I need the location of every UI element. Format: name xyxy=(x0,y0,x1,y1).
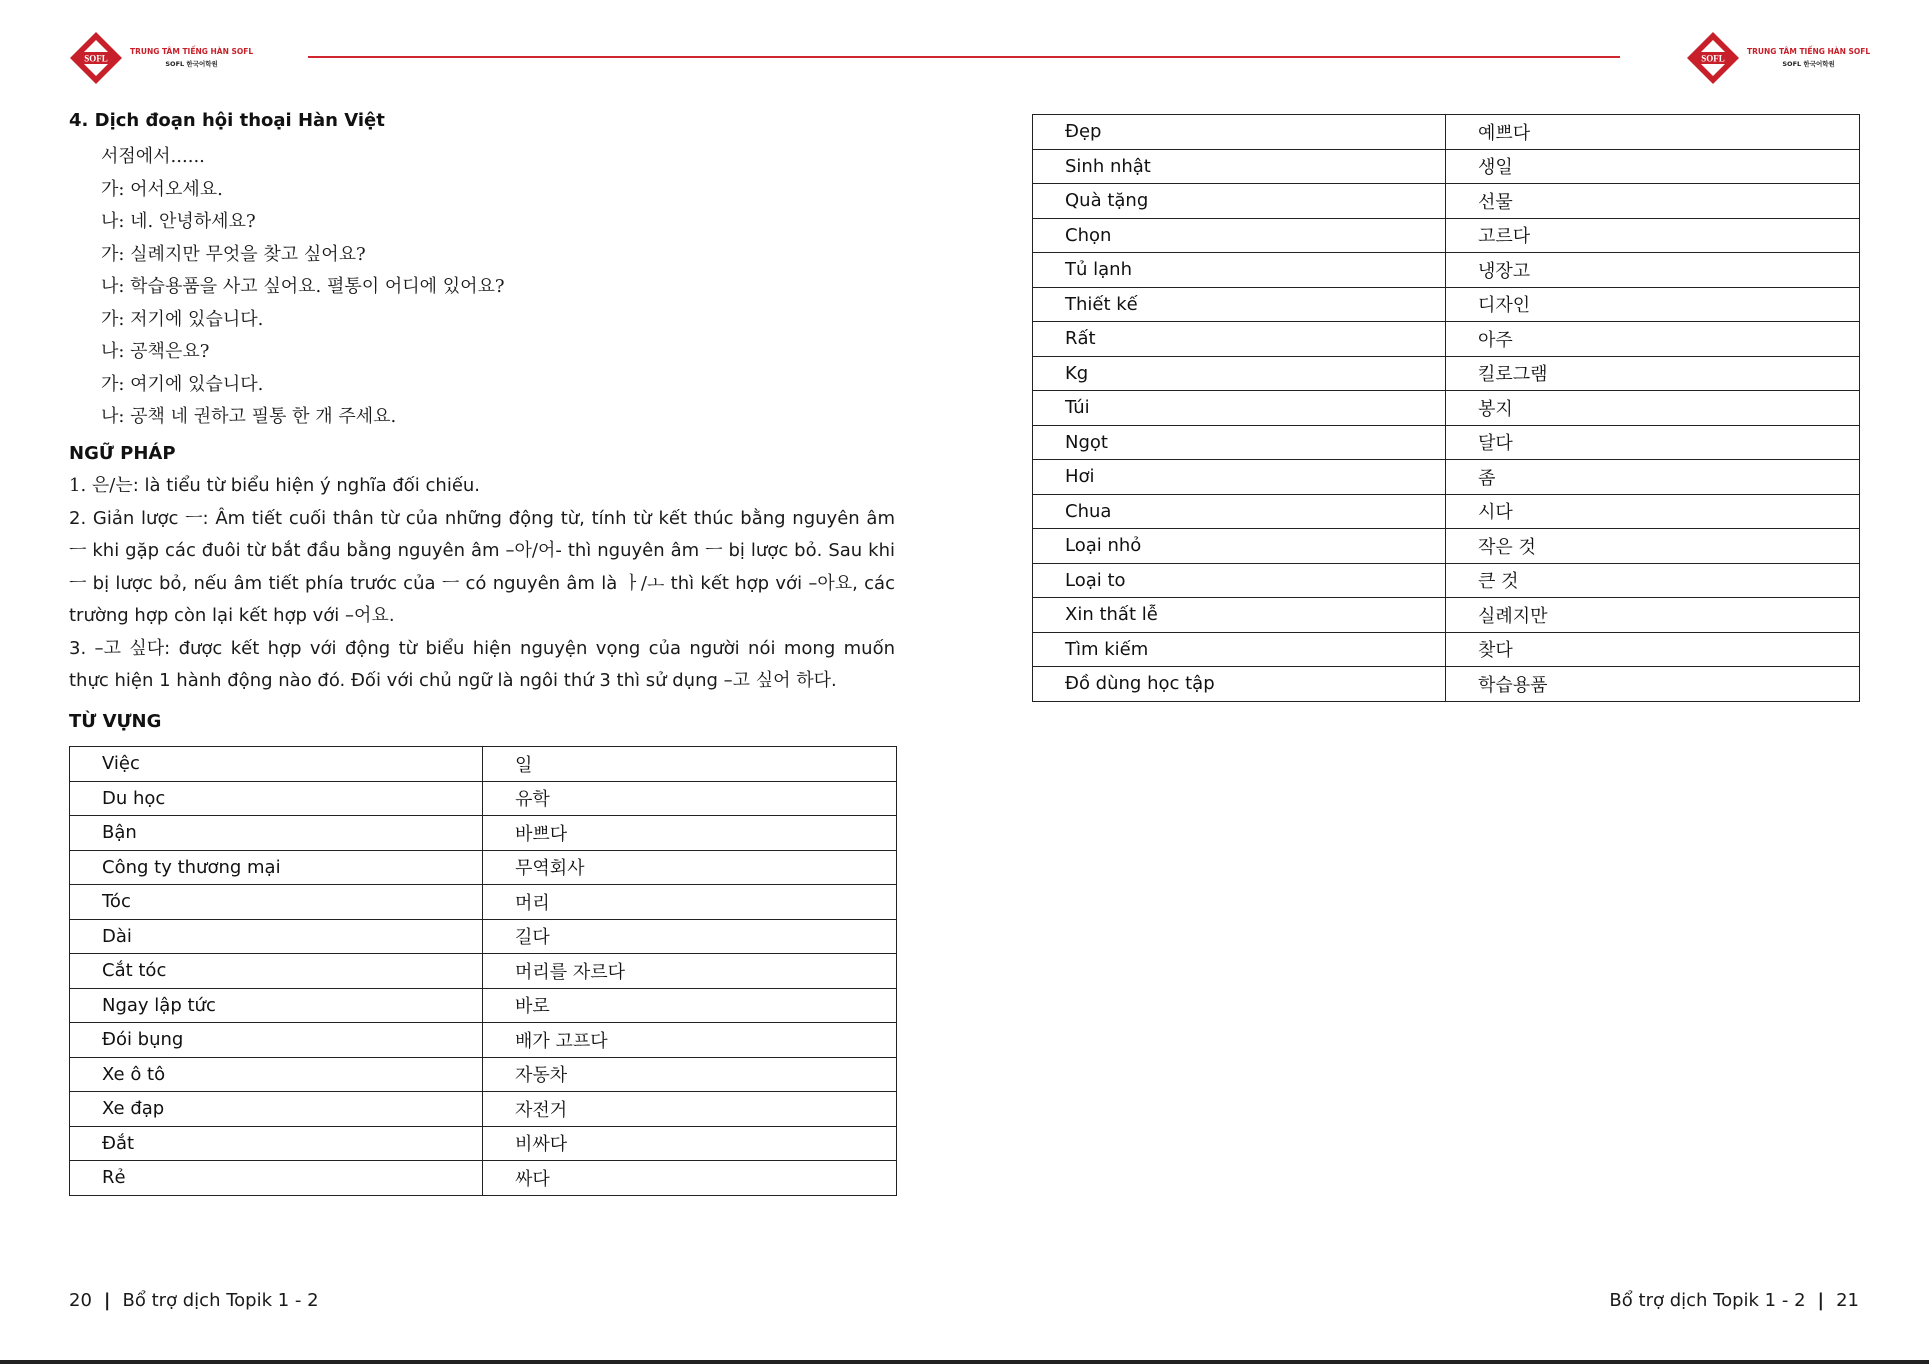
grammar-kr: 어요 xyxy=(354,605,389,626)
table-row xyxy=(70,1057,897,1092)
table-row xyxy=(70,954,897,989)
dialogue-heading: 4. Dịch đoạn hội thoại Hàn Việt xyxy=(69,110,385,131)
dialogue-line: 나: 네. 안녕하세요? xyxy=(101,211,256,232)
vocab-kr: 좀 xyxy=(1446,460,1860,495)
grammar-text: : được kết hợp với động từ biểu hiện nguyện vọng của người nói mong muốn thực hiện 1 hành động nào đó. Đối với chủ ngữ là ngôi thứ 3 thì sử dụng – xyxy=(69,637,895,691)
vocab-kr: 자동차 xyxy=(483,1057,897,1092)
grammar-kr: 아요 xyxy=(817,572,853,594)
sofl-logo-left xyxy=(68,30,253,86)
vocab-vi: Việc xyxy=(70,747,483,782)
footer-left xyxy=(69,1290,319,1311)
dialogue-line: 가: 어서오세요. xyxy=(101,178,223,200)
header-divider xyxy=(308,56,1620,58)
grammar-point-3 xyxy=(69,633,895,698)
vocab-vi: Chua xyxy=(1033,494,1446,529)
vocab-kr: 찾다 xyxy=(1446,632,1860,667)
grammar-kr: ㅡ xyxy=(705,540,723,561)
grammar-kr: 고 싶다 xyxy=(103,637,165,659)
vocab-table-left xyxy=(69,746,897,1196)
vocab-vi: Tìm kiếm xyxy=(1033,632,1446,667)
footer-right xyxy=(1609,1290,1859,1311)
vocab-table-right xyxy=(1032,114,1860,702)
vocab-vi: Ngay lập tức xyxy=(70,988,483,1023)
vocab-vi: Đói bụng xyxy=(70,1023,483,1058)
grammar-text: , các trường hợp còn lại kết hợp với – xyxy=(69,572,895,626)
vocab-vi: Quà tặng xyxy=(1033,184,1446,219)
vocab-vi: Tóc xyxy=(70,885,483,920)
grammar-text: có nguyên âm là xyxy=(459,572,624,594)
table-row xyxy=(70,816,897,851)
vocab-kr: 냉장고 xyxy=(1446,253,1860,288)
dialogue-line: 나: 학습용품을 사고 싶어요. 펼통이 어디에 있어요? xyxy=(101,276,505,297)
vocab-vi: Kg xyxy=(1033,356,1446,391)
vocab-vi: Xe ô tô xyxy=(70,1057,483,1092)
dialogue-line: 나: 공책 네 권하고 필통 한 개 주세요. xyxy=(101,406,397,427)
vocab-kr: 생일 xyxy=(1446,149,1860,184)
vocab-kr: 비싸다 xyxy=(483,1126,897,1161)
vocab-kr: 무역회사 xyxy=(483,850,897,885)
page-number: 20 xyxy=(69,1290,92,1311)
grammar-text: thì kết hợp với – xyxy=(664,572,818,594)
vocab-kr: 자전거 xyxy=(483,1092,897,1127)
dialogue-line: 나: 공책은요? xyxy=(101,341,210,362)
vocab-kr: 봉지 xyxy=(1446,391,1860,426)
table-row xyxy=(70,1092,897,1127)
table-row xyxy=(1033,149,1860,184)
table-row xyxy=(1033,287,1860,322)
vocab-kr: 작은 것 xyxy=(1446,529,1860,564)
vocab-kr: 바쁘다 xyxy=(483,816,897,851)
table-row xyxy=(1033,529,1860,564)
grammar-kr: ㅡ xyxy=(69,572,87,594)
table-row xyxy=(1033,322,1860,357)
vocab-kr: 달다 xyxy=(1446,425,1860,460)
vocab-vi: Công ty thương mại xyxy=(70,850,483,885)
table-row xyxy=(1033,598,1860,633)
brand-name: TRUNG TÂM TIẾNG HÀN SOFL xyxy=(1747,47,1871,56)
vocab-vi: Đẹp xyxy=(1033,115,1446,150)
dialogue-line: 가: 저기에 있습니다. xyxy=(101,308,264,330)
table-row xyxy=(1033,563,1860,598)
footer-separator: | xyxy=(1817,1290,1825,1311)
vocab-vi: Thiết kế xyxy=(1033,287,1446,322)
vocab-kr: 예쁘다 xyxy=(1446,115,1860,150)
grammar-text: . xyxy=(831,670,837,691)
table-row xyxy=(1033,184,1860,219)
vocab-kr: 실례지만 xyxy=(1446,598,1860,633)
grammar-heading: NGỮ PHÁP xyxy=(69,443,176,464)
vocab-heading: TỪ VỰNG xyxy=(69,711,162,732)
footer-separator: | xyxy=(103,1290,111,1311)
vocab-vi: Loại to xyxy=(1033,563,1446,598)
vocab-vi: Chọn xyxy=(1033,218,1446,253)
grammar-point-1 xyxy=(69,470,895,503)
brand-sub: SOFL 한국어학원 xyxy=(1782,60,1835,68)
sofl-emblem-icon xyxy=(1685,30,1741,86)
grammar-kr: 고 싶어 하다 xyxy=(732,670,832,691)
grammar-kr: 1. 은/는 xyxy=(69,475,133,496)
vocab-kr: 시다 xyxy=(1446,494,1860,529)
grammar-text: 3. – xyxy=(69,637,104,659)
table-row xyxy=(70,781,897,816)
grammar-text: bị lược bỏ. Sau khi xyxy=(722,540,895,561)
grammar-kr: ㅡ xyxy=(441,572,460,594)
book-title: Bổ trợ dịch Topik 1 - 2 xyxy=(1609,1290,1806,1311)
vocab-vi: Rẻ xyxy=(70,1161,483,1196)
grammar-text: bị lược bỏ, nếu âm tiết phía trước của xyxy=(86,572,442,594)
table-row xyxy=(70,919,897,954)
vocab-vi: Hơi xyxy=(1033,460,1446,495)
table-row xyxy=(70,850,897,885)
grammar-text: : là tiểu từ biểu hiện ý nghĩa đối chiếu. xyxy=(132,475,481,496)
table-row xyxy=(1033,391,1860,426)
vocab-vi: Xe đạp xyxy=(70,1092,483,1127)
vocab-kr: 선물 xyxy=(1446,184,1860,219)
grammar-text: : Âm tiết cuối thân từ của những động từ, tính từ kết thúc bằng nguyên âm xyxy=(202,507,896,529)
table-row xyxy=(1033,218,1860,253)
grammar-kr: ㅡ xyxy=(69,540,87,561)
vocab-kr: 머리를 자르다 xyxy=(483,954,897,989)
vocab-kr: 킬로그램 xyxy=(1446,356,1860,391)
table-row xyxy=(1033,253,1860,288)
dialogue-line: 가: 여기에 있습니다. xyxy=(101,373,264,395)
table-row xyxy=(70,885,897,920)
sofl-emblem-icon xyxy=(68,30,124,86)
table-row xyxy=(1033,356,1860,391)
table-row xyxy=(1033,425,1860,460)
vocab-kr: 큰 것 xyxy=(1446,563,1860,598)
table-row xyxy=(70,988,897,1023)
vocab-kr: 머리 xyxy=(483,885,897,920)
table-row xyxy=(1033,494,1860,529)
vocab-kr: 일 xyxy=(483,747,897,782)
vocab-vi: Tủ lạnh xyxy=(1033,253,1446,288)
brand-sub: SOFL 한국어학원 xyxy=(165,60,218,68)
vocab-kr: 유학 xyxy=(483,781,897,816)
book-title: Bổ trợ dịch Topik 1 - 2 xyxy=(122,1290,319,1311)
table-row xyxy=(70,1161,897,1196)
grammar-text: 2. Giản lược xyxy=(69,507,186,529)
vocab-vi: Rất xyxy=(1033,322,1446,357)
bottom-border xyxy=(0,1360,1929,1364)
grammar-kr: ㅏ/ㅗ xyxy=(623,572,665,594)
vocab-vi: Dài xyxy=(70,919,483,954)
vocab-vi: Đắt xyxy=(70,1126,483,1161)
grammar-kr: ㅡ xyxy=(185,507,203,529)
vocab-vi: Xin thất lễ xyxy=(1033,598,1446,633)
table-row xyxy=(1033,632,1860,667)
table-row xyxy=(70,1023,897,1058)
table-row xyxy=(70,747,897,782)
vocab-kr: 싸다 xyxy=(483,1161,897,1196)
sofl-logo-right xyxy=(1685,30,1870,86)
brand-name: TRUNG TÂM TIẾNG HÀN SOFL xyxy=(130,47,254,56)
vocab-vi: Đồ dùng học tập xyxy=(1033,667,1446,702)
grammar-text: khi gặp các đuôi từ bắt đầu bằng nguyên âm – xyxy=(86,540,515,561)
vocab-vi: Cắt tóc xyxy=(70,954,483,989)
grammar-kr: 아/어 xyxy=(514,540,556,561)
vocab-kr: 고르다 xyxy=(1446,218,1860,253)
vocab-kr: 아주 xyxy=(1446,322,1860,357)
table-row xyxy=(70,1126,897,1161)
grammar-text: - thì nguyên âm xyxy=(555,540,706,561)
vocab-vi: Bận xyxy=(70,816,483,851)
svg-text:SOFL: SOFL xyxy=(84,53,108,64)
vocab-vi: Ngọt xyxy=(1033,425,1446,460)
vocab-vi: Túi xyxy=(1033,391,1446,426)
vocab-vi: Du học xyxy=(70,781,483,816)
vocab-kr: 바로 xyxy=(483,988,897,1023)
vocab-kr: 배가 고프다 xyxy=(483,1023,897,1058)
grammar-text: . xyxy=(388,605,395,626)
dialogue-line: 가: 실례지만 무엇을 찾고 싶어요? xyxy=(101,243,366,265)
table-row xyxy=(1033,460,1860,495)
table-row xyxy=(1033,667,1860,702)
grammar-point-2 xyxy=(69,503,895,633)
vocab-kr: 길다 xyxy=(483,919,897,954)
vocab-vi: Loại nhỏ xyxy=(1033,529,1446,564)
vocab-vi: Sinh nhật xyxy=(1033,149,1446,184)
svg-text:SOFL: SOFL xyxy=(1701,53,1725,64)
page-number: 21 xyxy=(1836,1290,1859,1311)
vocab-kr: 디자인 xyxy=(1446,287,1860,322)
vocab-kr: 학습용품 xyxy=(1446,667,1860,702)
dialogue-line: 서점에서...... xyxy=(101,146,205,167)
table-row xyxy=(1033,115,1860,150)
